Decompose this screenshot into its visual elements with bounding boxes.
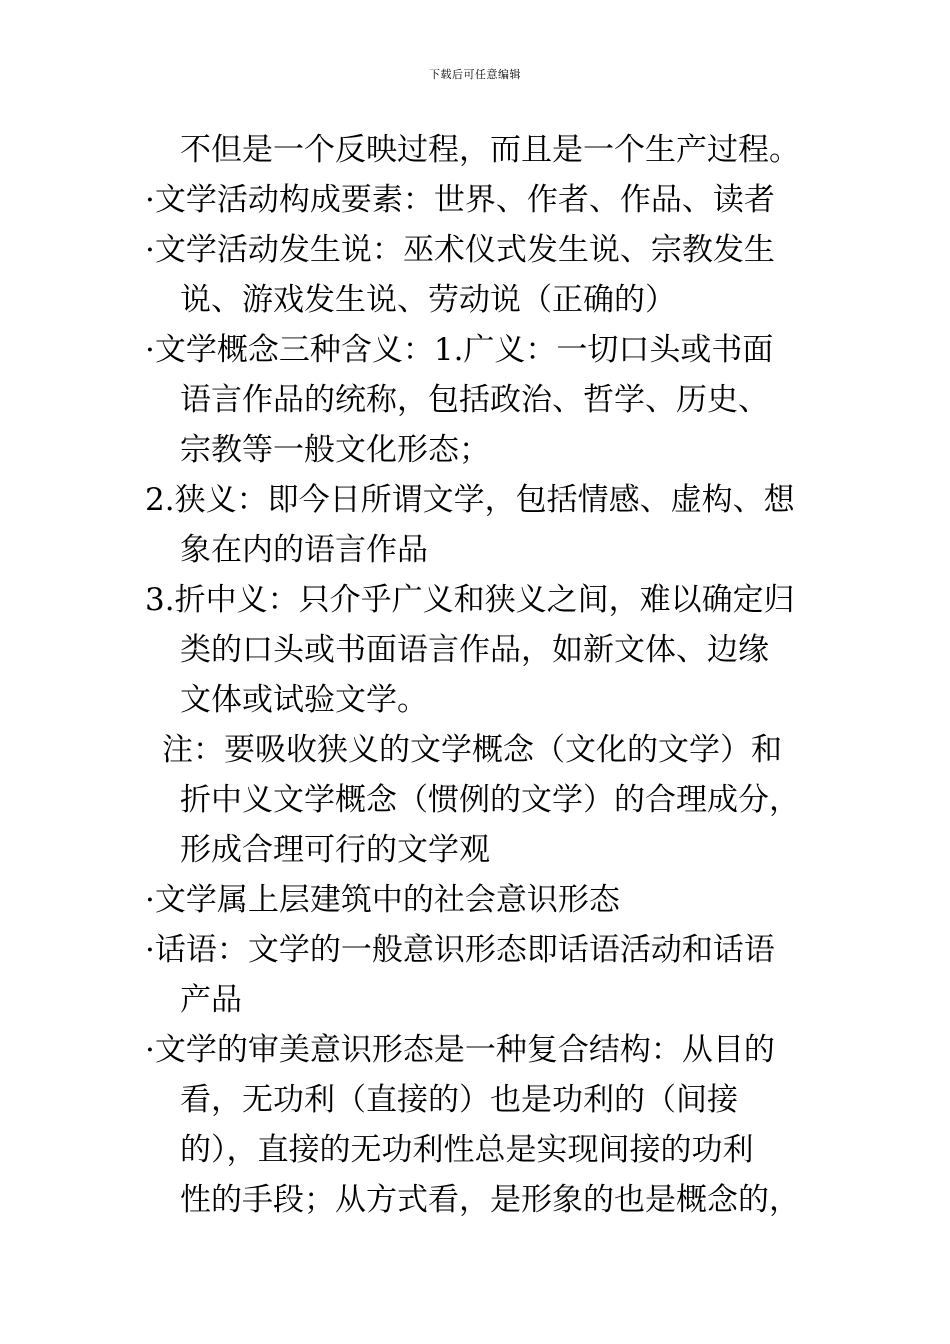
header-note: 下载后可任意编辑	[429, 68, 521, 81]
text-line: 折中义文学概念（惯例的文学）的合理成分，	[180, 782, 800, 818]
text-line: 文体或试验文学。	[180, 682, 428, 718]
bullet-line: ·文学活动发生说：巫术仪式发生说、宗教发生	[145, 232, 775, 268]
text-line: 看，无功利（直接的）也是功利的（间接	[180, 1082, 738, 1118]
bullet-line: ·文学概念三种含义：1.广义：一切口头或书面	[145, 332, 774, 368]
text-line: 性的手段；从方式看，是形象的也是概念的，	[180, 1182, 800, 1218]
bullet-line: ·话语：文学的一般意识形态即话语活动和话语	[145, 932, 775, 968]
bullet-line: ·文学的审美意识形态是一种复合结构：从目的	[145, 1032, 775, 1068]
text-line: 不但是一个反映过程，而且是一个生产过程。	[180, 132, 800, 168]
bullet-line: ·文学活动构成要素：世界、作者、作品、读者	[145, 182, 775, 218]
numbered-line: 3.折中义：只介乎广义和狭义之间，难以确定归	[145, 582, 795, 618]
text-line: 象在内的语言作品	[180, 532, 428, 568]
bullet-line: ·文学属上层建筑中的社会意识形态	[145, 882, 620, 918]
note-line: 注：要吸收狭义的文学概念（文化的文学）和	[162, 732, 782, 768]
text-line: 说、游戏发生说、劳动说（正确的）	[180, 282, 676, 318]
numbered-line: 2.狭义：即今日所谓文学，包括情感、虚构、想	[145, 482, 795, 518]
text-line: 类的口头或书面语言作品，如新文体、边缘	[180, 632, 769, 668]
text-line: 形成合理可行的文学观	[180, 832, 490, 868]
text-line: 语言作品的统称，包括政治、哲学、历史、	[180, 382, 769, 418]
text-line: 的），直接的无功利性总是实现间接的功利	[180, 1132, 754, 1168]
text-line: 宗教等一般文化形态；	[180, 432, 490, 468]
text-line: 产品	[180, 982, 242, 1018]
